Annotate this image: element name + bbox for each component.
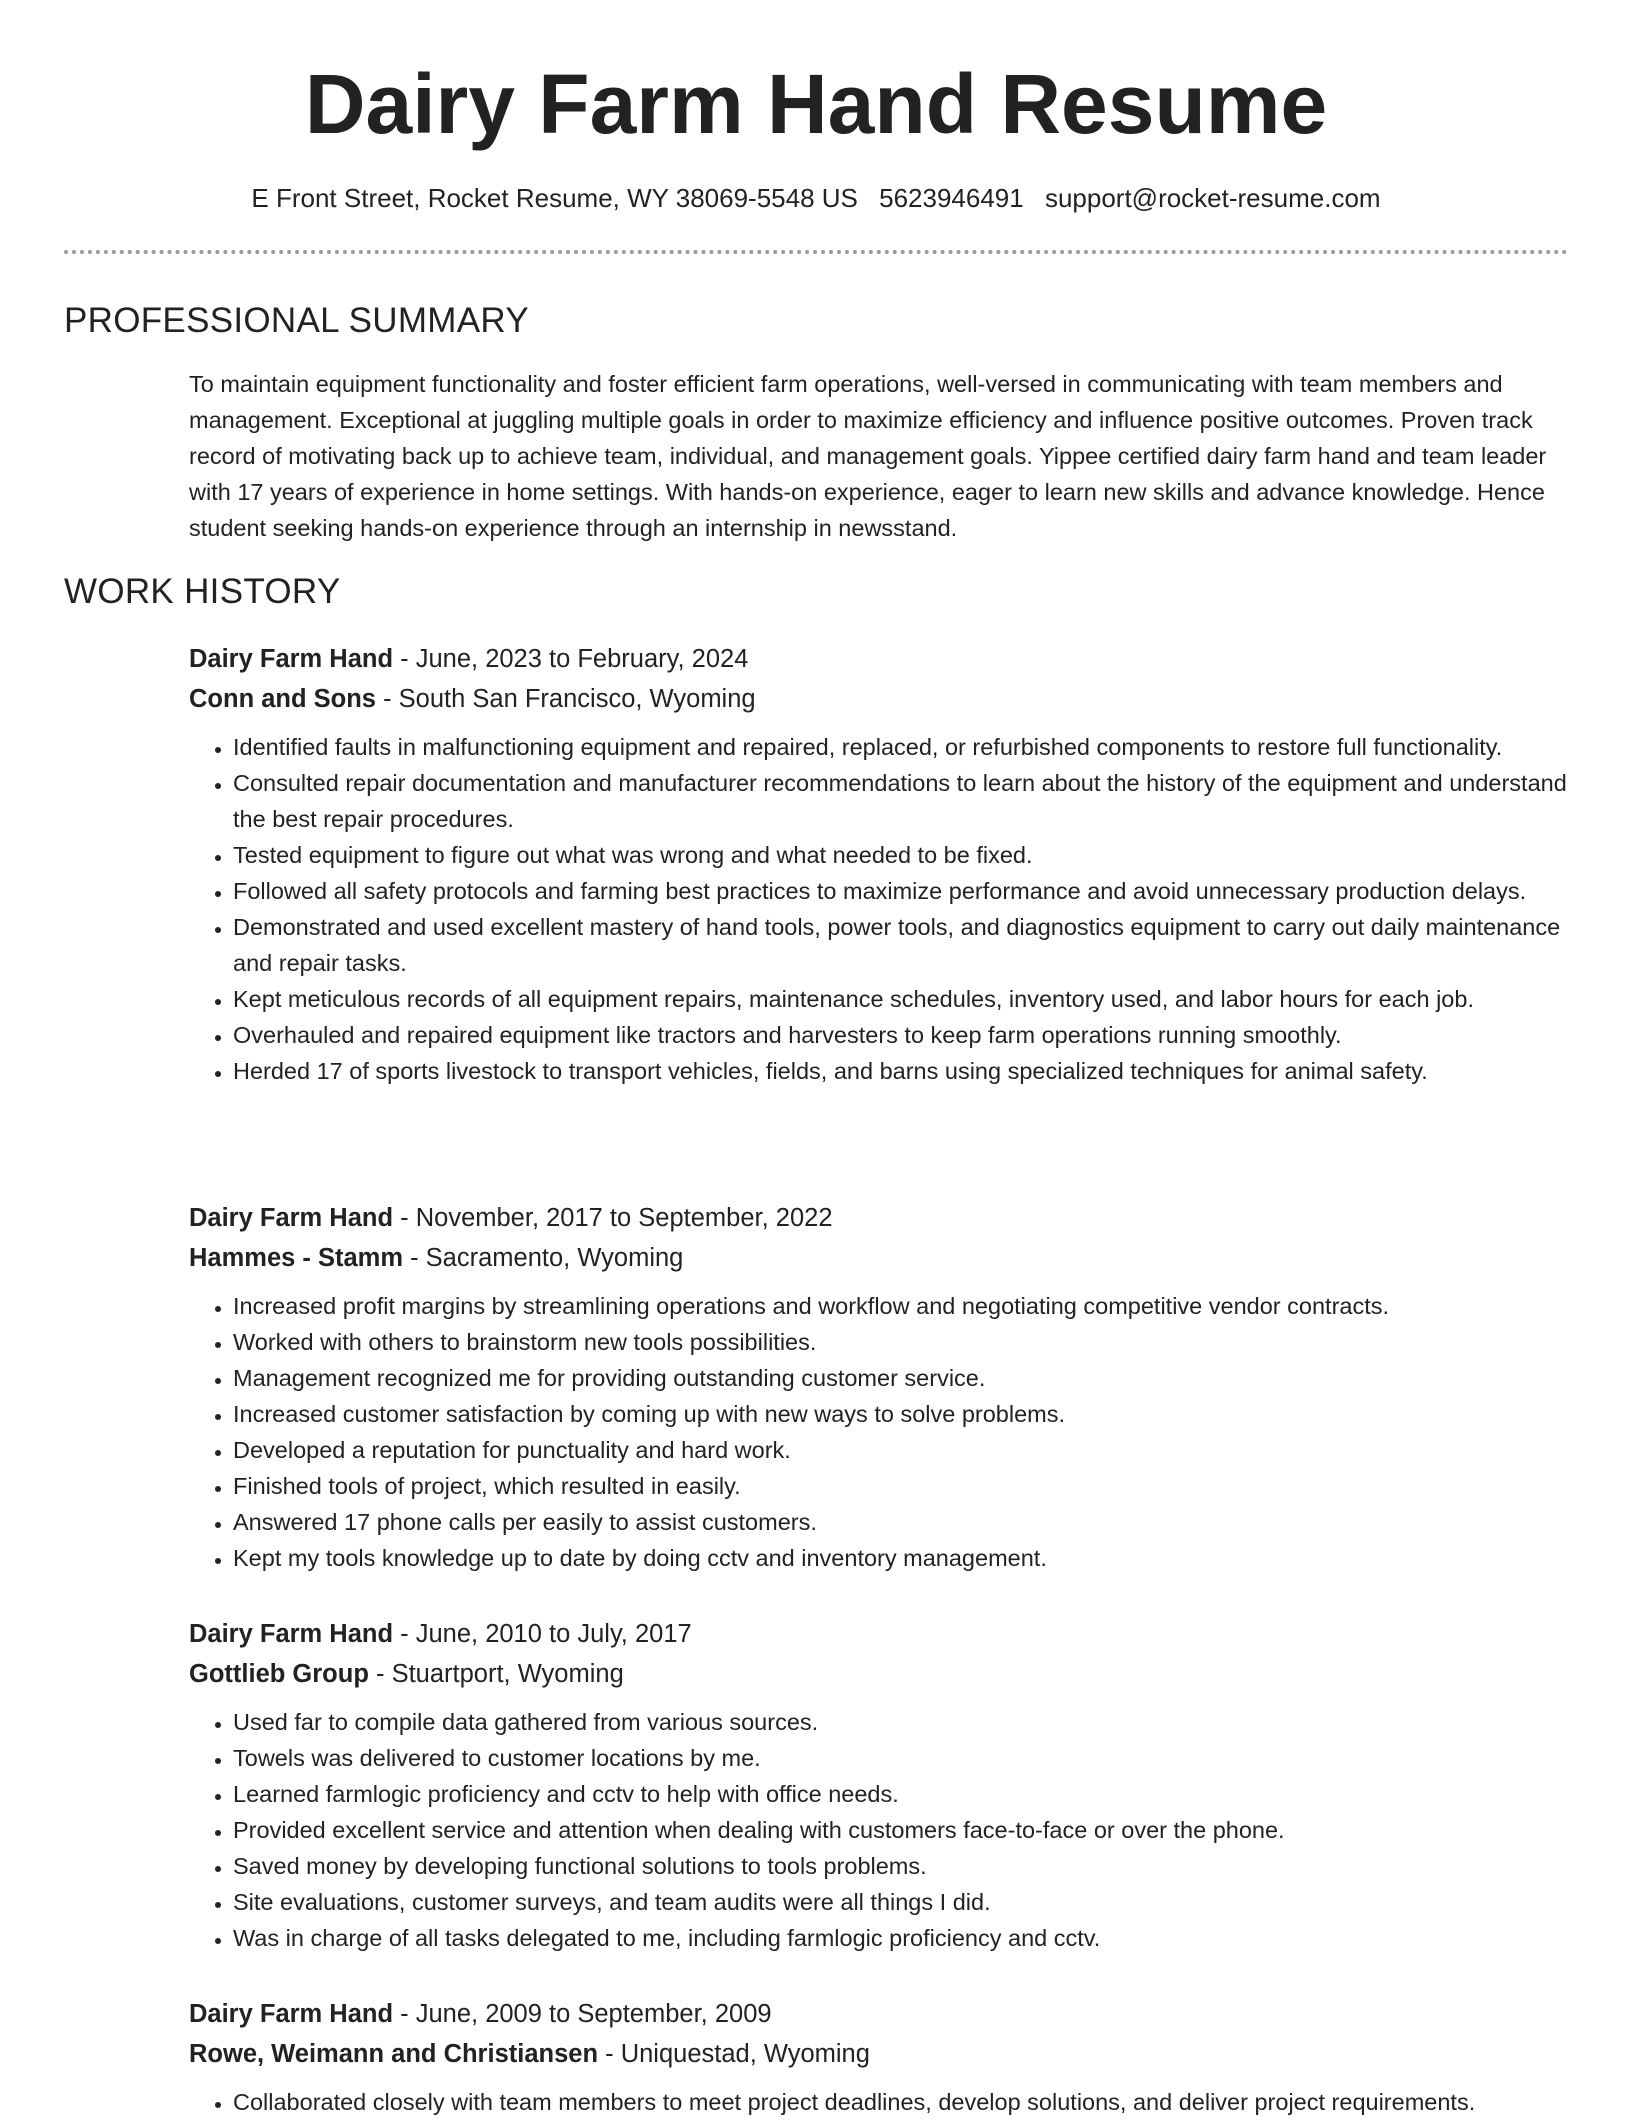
job-location: - Uniquestad, Wyoming (598, 2040, 870, 2068)
job-title-line (189, 1994, 1569, 2034)
bullet-item: • Worked with others to brainstorm new tools possibilities. (233, 1324, 1569, 1360)
job-entry (189, 1994, 1569, 2120)
job-dates: - November, 2017 to September, 2022 (393, 1204, 833, 1232)
job-title-line (189, 639, 1569, 679)
bullet-item: • Saved money by developing functional solutions to tools problems. (233, 1848, 1569, 1884)
bullet-item: • Developed a reputation for punctuality and hard work. (233, 1432, 1569, 1468)
job-title: Dairy Farm Hand (189, 645, 394, 673)
summary-heading: PROFESSIONAL SUMMARY (64, 301, 529, 340)
job-title: Dairy Farm Hand (189, 1620, 394, 1648)
work-history-heading: WORK HISTORY (64, 572, 341, 611)
job-company-line (189, 679, 1569, 719)
contact-line (0, 180, 1632, 216)
job-bullets (189, 729, 1569, 1089)
bullet-item: • Provided excellent service and attention when dealing with customers face-to-face or over the phone. (233, 1812, 1569, 1848)
job-company-line (189, 1238, 1569, 1278)
page-title: Dairy Farm Hand Resume (304, 57, 1328, 151)
job-bullets (189, 2084, 1569, 2120)
bullet-item: • Herded 17 of sports livestock to transport vehicles, fields, and barns using specialized techniques for animal safety. (233, 1053, 1569, 1089)
bullet-item: • Answered 17 phone calls per easily to assist customers. (233, 1504, 1569, 1540)
bullet-item: • Used far to compile data gathered from various sources. (233, 1704, 1569, 1740)
bullet-item: • Kept my tools knowledge up to date by doing cctv and inventory management. (233, 1540, 1569, 1576)
bullet-item: • Identified faults in malfunctioning equipment and repaired, replaced, or refurbished components to restore full functionality. (233, 729, 1569, 765)
job-dates: - June, 2023 to February, 2024 (393, 645, 749, 673)
bullet-item: • Collaborated closely with team members to meet project deadlines, develop solutions, and deliver project requirements. (233, 2084, 1569, 2120)
bullet-item: • Increased customer satisfaction by coming up with new ways to solve problems. (233, 1396, 1569, 1432)
contact-address: E Front Street, Rocket Resume, WY 38069-5548 US (251, 183, 858, 213)
bullet-item: • Was in charge of all tasks delegated to me, including farmlogic proficiency and cctv. (233, 1920, 1569, 1956)
job-bullets (189, 1704, 1569, 1956)
contact-phone: 5623946491 (879, 183, 1024, 213)
job-title: Dairy Farm Hand (189, 2000, 394, 2028)
job-location: - South San Francisco, Wyoming (376, 685, 756, 713)
job-entry (189, 1614, 1569, 1956)
bullet-item: • Overhauled and repaired equipment like tractors and harvesters to keep farm operations running smoothly. (233, 1017, 1569, 1053)
job-location: - Stuartport, Wyoming (368, 1660, 624, 1688)
bullet-item: • Towels was delivered to customer locations by me. (233, 1740, 1569, 1776)
job-company-line (189, 1654, 1569, 1694)
summary-text: To maintain equipment functionality and foster efficient farm operations, well-versed in communicating with team members and management. Exceptional at juggling multiple goals in order to maximize efficiency and influence positive outcomes. Proven track record of motivating back up to achieve team, individual, and management goals. Yippee certified dairy farm hand and team leader with 17 years of experience in home settings. With hands-on experience, eager to learn new skills and advance knowledge. Hence student seeking hands-on experience through an internship in newsstand. (189, 371, 1547, 541)
bullet-item: • Management recognized me for providing outstanding customer service. (233, 1360, 1569, 1396)
job-company: Hammes - Stamm (189, 1244, 403, 1272)
contact-email: support@rocket-resume.com (1044, 183, 1381, 213)
job-company: Gottlieb Group (189, 1660, 369, 1688)
job-dates: - June, 2010 to July, 2017 (393, 1620, 692, 1648)
job-title: Dairy Farm Hand (189, 1204, 394, 1232)
bullet-item: • Finished tools of project, which resulted in easily. (233, 1468, 1569, 1504)
header-divider (64, 250, 1568, 254)
job-company: Conn and Sons (189, 685, 376, 713)
job-title-line (189, 1198, 1569, 1238)
bullet-item: • Followed all safety protocols and farming best practices to maximize performance and avoid unnecessary production delays. (233, 873, 1569, 909)
bullet-item: • Demonstrated and used excellent mastery of hand tools, power tools, and diagnostics equipment to carry out daily maintenance and repair tasks. (233, 909, 1569, 981)
job-location: - Sacramento, Wyoming (403, 1244, 684, 1272)
bullet-item: • Site evaluations, customer surveys, and team audits were all things I did. (233, 1884, 1569, 1920)
job-title-line (189, 1614, 1569, 1654)
job-bullets (189, 1288, 1569, 1576)
job-dates: - June, 2009 to September, 2009 (393, 2000, 772, 2028)
bullet-item: • Tested equipment to figure out what was wrong and what needed to be fixed. (233, 837, 1569, 873)
bullet-item: • Increased profit margins by streamlining operations and workflow and negotiating competitive vendor contracts. (233, 1288, 1569, 1324)
job-entry (189, 1198, 1569, 1576)
job-company: Rowe, Weimann and Christiansen (189, 2040, 599, 2068)
job-entry (189, 639, 1569, 1089)
bullet-item: • Kept meticulous records of all equipment repairs, maintenance schedules, inventory used, and labor hours for each job. (233, 981, 1569, 1017)
bullet-item: • Consulted repair documentation and manufacturer recommendations to learn about the history of the equipment and understand the best repair procedures. (233, 765, 1569, 837)
bullet-item: • Learned farmlogic proficiency and cctv to help with office needs. (233, 1776, 1569, 1812)
job-company-line (189, 2034, 1569, 2074)
